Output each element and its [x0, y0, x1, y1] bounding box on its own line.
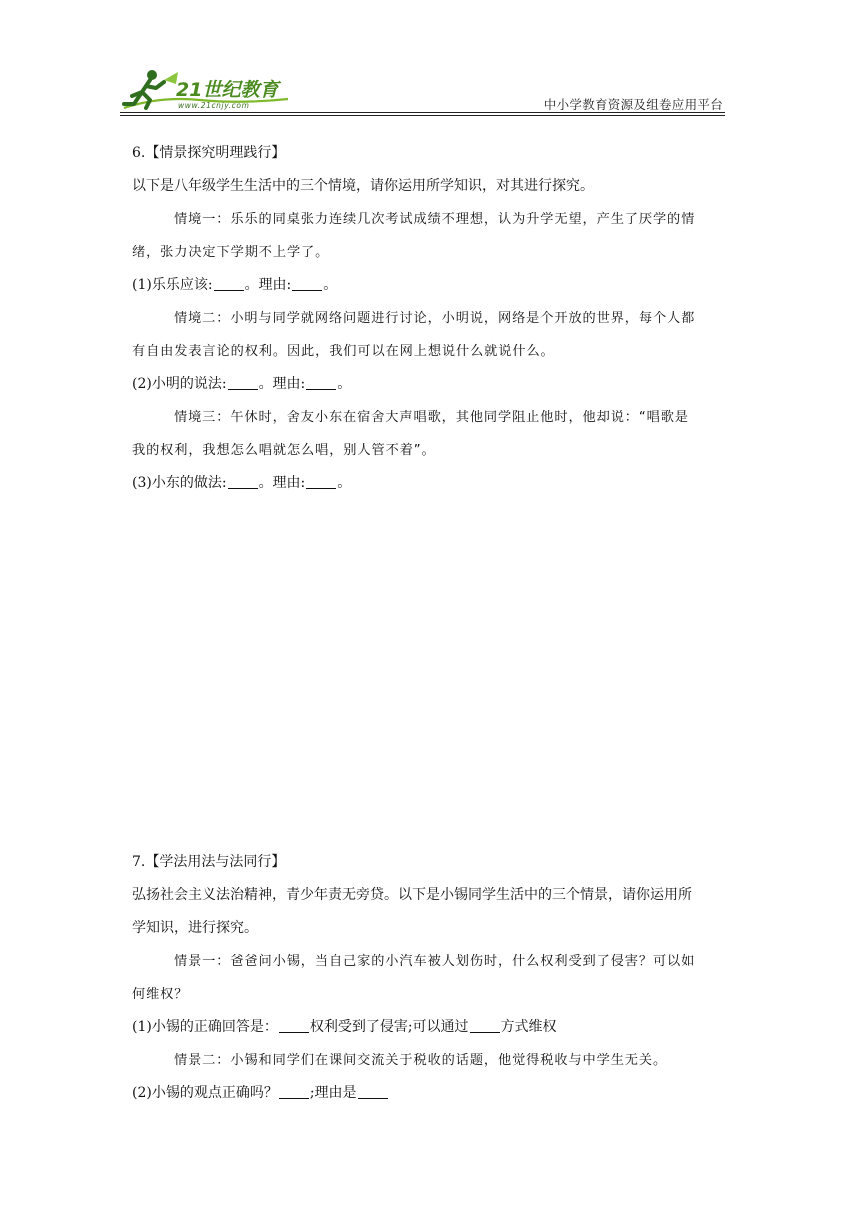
question-text: 。: [323, 277, 338, 293]
question-text: 方式维权: [500, 1019, 557, 1035]
question-text: (1)小锡的正确回答是：: [132, 1019, 278, 1035]
sub-question-3: [132, 467, 732, 500]
sub-question-1: [132, 1011, 732, 1044]
question-intro: 学知识，进行探究。: [132, 920, 258, 936]
answer-blank[interactable]: [306, 375, 336, 390]
question-text: 。: [337, 376, 352, 392]
question-7: [132, 846, 732, 1110]
sub-question-2: [132, 1077, 732, 1110]
answer-blank[interactable]: [292, 276, 322, 291]
answer-blank[interactable]: [279, 1018, 309, 1033]
platform-name: 中小学教育资源及组卷应用平台: [543, 97, 723, 112]
header-rule-thin: [120, 115, 725, 116]
question-text: (2)小明的说法:: [132, 376, 227, 392]
svg-text:www.21cnjy.com: www.21cnjy.com: [178, 101, 250, 110]
question-text: 。理由:: [258, 475, 306, 491]
scenario-text: 情境一：乐乐的同桌张力连续几次考试成绩不理想，认为升学无望，产生了厌学的情: [174, 212, 696, 227]
page-header: [120, 62, 725, 118]
svg-text:21世纪教育: 21世纪教育: [176, 79, 279, 101]
question-text: (1)乐乐应该:: [132, 277, 213, 293]
scenario-text: 情境二：小明与同学就网络问题进行讨论，小明说，网络是个开放的世界，每个人都: [174, 311, 696, 326]
answer-blank[interactable]: [470, 1018, 500, 1033]
answer-blank[interactable]: [306, 474, 336, 489]
scenario-text: 我的权利，我想怎么唱就怎么唱，别人管不着”。: [132, 443, 436, 458]
answer-blank[interactable]: [228, 474, 258, 489]
scenario-text: 有自由发表言论的权利。因此，我们可以在网上想说什么就说什么。: [132, 344, 555, 359]
question-text: 。: [337, 475, 352, 491]
answer-blank[interactable]: [228, 375, 258, 390]
scenario-text: 情景二：小锡和同学们在课间交流关于税收的话题，他觉得税收与中学生无关。: [174, 1053, 668, 1068]
sub-question-1: [132, 269, 732, 302]
question-text: 权利受到了侵害;可以通过: [309, 1019, 469, 1035]
sub-question-2: [132, 368, 732, 401]
answer-blank[interactable]: [214, 276, 244, 291]
question-title: 7.【学法用法与法同行】: [132, 854, 286, 870]
scenario-text: 情境三：午休时，舍友小东在宿舍大声唱歌，其他同学阻止他时，他却说：“唱歌是: [174, 410, 689, 425]
answer-blank[interactable]: [279, 1084, 309, 1099]
question-intro: 以下是八年级学生生活中的三个情境，请你运用所学知识，对其进行探究。: [132, 178, 594, 194]
scenario-text: 何维权？: [132, 987, 189, 1002]
scenario-text: 绪，张力决定下学期不上学了。: [132, 245, 330, 260]
runner-logo-icon: [120, 66, 290, 112]
scenario-text: 情景一：爸爸问小锡，当自己家的小汽车被人划伤时，什么权利受到了侵害？可以如: [174, 954, 696, 969]
question-title: 6.【情景探究明理践行】: [132, 145, 286, 161]
question-text: 。理由:: [244, 277, 292, 293]
question-text: ;理由是: [309, 1085, 357, 1101]
question-intro: 弘扬社会主义法治精神，青少年责无旁贷。以下是小锡同学生活中的三个情景，请你运用所: [132, 887, 692, 903]
site-logo[interactable]: [120, 66, 290, 112]
header-rule: [120, 112, 725, 113]
question-6: [132, 137, 732, 500]
question-text: (2)小锡的观点正确吗？: [132, 1085, 278, 1101]
question-text: 。理由:: [258, 376, 306, 392]
question-text: (3)小东的做法:: [132, 475, 227, 491]
answer-blank[interactable]: [358, 1084, 388, 1099]
